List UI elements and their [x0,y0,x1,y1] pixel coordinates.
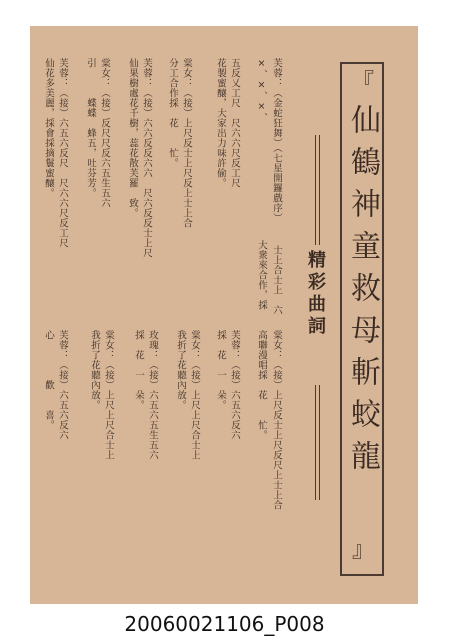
image-caption: 20060021106_P008 [124,612,325,636]
lyric-column: 我折了花聽內放。 [89,330,100,410]
open-quote-mark: 『 [352,70,375,95]
lyric-column: 士上合士上 六 [271,245,282,315]
lyric-column: 我折了花聽內放。 [175,330,186,410]
lyric-column: 棠女：（接）上尺反士上尺反尺上士上合 [271,330,282,510]
lyric-column: 芙蓉：（接）六五六反尺 尺六六尺反工尺 [57,58,68,248]
lyric-column: 棠女：（接）上尺上尺合士上 [189,330,200,460]
lyric-column: 仙花多美麗，採會採摘鬟蜜釀。 [43,58,54,198]
lyric-column: 大衆來合作，採 [256,240,267,310]
decorative-line [319,385,320,500]
lyric-column: 仙果樹處花千樹，蕊花散芙羅 致。 [127,58,138,218]
close-quote-mark: 』 [352,538,375,563]
lyric-column: 棠女：（接）上尺上尺合士上 [103,330,114,460]
lyric-column: 採 花 一 朵。 [215,330,226,410]
lyric-column: 芙蓉：（金蛇狂舞）（七星開鑼戲序） [271,58,282,224]
lyric-column: 高聯漫唱採 花 忙。 [256,330,267,440]
lyric-column: 棠女：（接）上尺反士上尺反上士上合 [181,58,192,228]
lyric-column: 芙蓉：（接）六五六反六 [229,330,240,440]
decorative-line [319,135,320,245]
lyric-column: 五反乂工尺 尺六六尺反工尺 [229,58,240,188]
section-subtitle: 精彩曲詞 [305,250,326,338]
decorative-line [315,135,316,245]
lyric-column: 分工合作採 花 忙。 [167,58,178,168]
lyric-column: ×、×、×、 [256,58,267,123]
play-title: 仙鶴神童救母斬蛟龍 [345,104,380,482]
title-banner [340,62,384,576]
decorative-line [315,385,316,500]
lyric-column: 棠女：（接）反尺尺反六五生五六 [99,58,110,208]
lyric-column: 採 花 一 朵。 [133,330,144,410]
lyric-column: 芙蓉：（接）六五六反六 [57,330,68,440]
lyric-column: 花製蜜釀，大家出力味許偷。 [215,58,226,188]
lyric-column: 心 歡 喜。 [43,330,54,430]
lyric-column: 引 蝶蝶 蜂五，吐芬芳。 [85,58,96,198]
lyric-column: 芙蓉：（接）六六反反六六 尺六反反士上尺 [141,58,152,258]
lyric-column: 玫瑰：（接）六五六五生五六 [147,330,158,460]
